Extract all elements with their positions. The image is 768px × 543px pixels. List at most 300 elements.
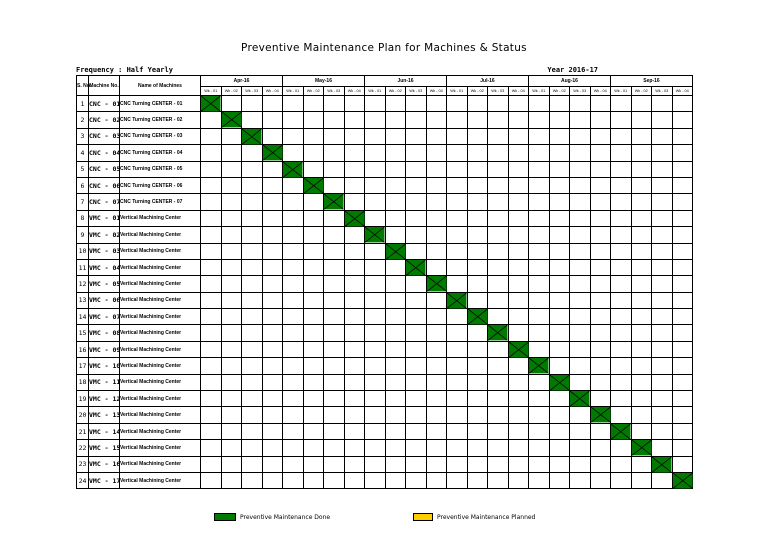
week-cell xyxy=(242,243,263,259)
week-cell xyxy=(508,276,529,292)
week-cell xyxy=(529,292,550,308)
week-cell xyxy=(508,325,529,341)
week-cell xyxy=(221,259,242,275)
week-cell xyxy=(283,472,304,488)
week-cell xyxy=(242,440,263,456)
week-cell xyxy=(549,96,570,112)
row-machine-no: VMC - 02 xyxy=(89,227,120,243)
week-cell xyxy=(467,276,488,292)
week-cell xyxy=(631,276,652,292)
maintenance-done-cell xyxy=(344,210,365,226)
week-cell xyxy=(221,423,242,439)
row-sno: 11 xyxy=(77,259,89,275)
legend-planned-label: Preventive Maintenance Planned xyxy=(437,513,536,521)
week-cell xyxy=(672,309,693,325)
week-cell xyxy=(611,128,632,144)
week-cell xyxy=(549,341,570,357)
week-cell xyxy=(385,145,406,161)
maintenance-done-cell xyxy=(488,325,509,341)
week-cell xyxy=(262,374,283,390)
week-cell xyxy=(447,423,468,439)
row-machine-name: CNC Turning CENTER - 05 xyxy=(120,161,201,177)
week-cell xyxy=(467,472,488,488)
week-cell xyxy=(549,145,570,161)
week-cell xyxy=(672,276,693,292)
done-mark-icon xyxy=(447,293,467,308)
week-cell xyxy=(365,407,386,423)
week-cell xyxy=(324,472,345,488)
week-cell xyxy=(488,161,509,177)
week-cell xyxy=(426,341,447,357)
week-cell xyxy=(201,177,222,193)
week-cell xyxy=(467,194,488,210)
week-cell xyxy=(242,292,263,308)
week-cell xyxy=(303,407,324,423)
week-cell xyxy=(262,276,283,292)
week-cell xyxy=(447,112,468,128)
week-cell xyxy=(406,276,427,292)
week-cell xyxy=(447,243,468,259)
done-swatch xyxy=(214,513,236,521)
week-cell xyxy=(529,325,550,341)
week-cell xyxy=(365,341,386,357)
week-cell xyxy=(303,259,324,275)
week-cell xyxy=(283,292,304,308)
week-cell xyxy=(426,210,447,226)
week-cell xyxy=(652,276,673,292)
week-cell xyxy=(303,341,324,357)
week-cell xyxy=(406,309,427,325)
maintenance-done-cell xyxy=(324,194,345,210)
week-cell xyxy=(283,112,304,128)
row-machine-name: Vertical Machining Center xyxy=(120,309,201,325)
week-cell xyxy=(652,210,673,226)
week-cell xyxy=(385,210,406,226)
done-mark-icon xyxy=(468,309,488,324)
week-cell xyxy=(488,210,509,226)
week-cell xyxy=(221,391,242,407)
week-cell xyxy=(344,112,365,128)
week-cell xyxy=(406,96,427,112)
week-cell xyxy=(242,407,263,423)
maintenance-done-cell xyxy=(570,391,591,407)
week-cell xyxy=(611,259,632,275)
week-cell xyxy=(426,292,447,308)
week-header: Wk - 02 xyxy=(385,87,406,96)
week-cell xyxy=(467,391,488,407)
table-row xyxy=(77,145,693,161)
week-cell xyxy=(201,374,222,390)
row-machine-name: Vertical Machining Center xyxy=(120,210,201,226)
week-cell xyxy=(631,374,652,390)
week-cell xyxy=(631,210,652,226)
week-cell xyxy=(344,161,365,177)
week-header: Wk - 02 xyxy=(631,87,652,96)
week-cell xyxy=(406,292,427,308)
week-cell xyxy=(590,145,611,161)
week-header: Wk - 04 xyxy=(344,87,365,96)
week-cell xyxy=(221,128,242,144)
week-cell xyxy=(508,391,529,407)
week-cell xyxy=(426,325,447,341)
week-cell xyxy=(590,243,611,259)
week-cell xyxy=(324,309,345,325)
table-row xyxy=(77,128,693,144)
week-cell xyxy=(488,194,509,210)
week-cell xyxy=(262,391,283,407)
week-cell xyxy=(672,243,693,259)
week-cell xyxy=(426,112,447,128)
week-cell xyxy=(385,391,406,407)
frequency-label: Frequency : Half Yearly xyxy=(76,66,173,74)
week-header: Wk - 04 xyxy=(262,87,283,96)
row-sno: 4 xyxy=(77,145,89,161)
week-cell xyxy=(201,112,222,128)
week-cell xyxy=(221,292,242,308)
row-sno: 10 xyxy=(77,243,89,259)
week-cell xyxy=(529,210,550,226)
week-cell xyxy=(303,276,324,292)
week-cell xyxy=(447,358,468,374)
week-cell xyxy=(221,472,242,488)
maintenance-done-cell xyxy=(652,456,673,472)
week-cell xyxy=(426,96,447,112)
week-cell xyxy=(611,407,632,423)
week-cell xyxy=(406,472,427,488)
week-cell xyxy=(611,145,632,161)
row-sno: 21 xyxy=(77,423,89,439)
week-cell xyxy=(426,472,447,488)
week-cell xyxy=(652,96,673,112)
week-cell xyxy=(447,96,468,112)
week-cell xyxy=(221,227,242,243)
week-cell xyxy=(488,423,509,439)
week-cell xyxy=(406,341,427,357)
week-cell xyxy=(365,472,386,488)
week-cell xyxy=(406,391,427,407)
week-cell xyxy=(447,341,468,357)
week-cell xyxy=(385,472,406,488)
week-cell xyxy=(365,440,386,456)
week-cell xyxy=(262,161,283,177)
row-machine-name: Vertical Machining Center xyxy=(120,292,201,308)
week-cell xyxy=(324,243,345,259)
table-row xyxy=(77,112,693,128)
week-cell xyxy=(406,194,427,210)
week-cell xyxy=(344,358,365,374)
row-machine-no: CNC - 06 xyxy=(89,177,120,193)
week-cell xyxy=(201,243,222,259)
week-cell xyxy=(365,292,386,308)
week-cell xyxy=(570,309,591,325)
week-cell xyxy=(303,472,324,488)
week-cell xyxy=(201,341,222,357)
week-cell xyxy=(529,177,550,193)
week-cell xyxy=(508,440,529,456)
week-cell xyxy=(426,227,447,243)
row-sno: 24 xyxy=(77,472,89,488)
week-cell xyxy=(488,227,509,243)
week-cell xyxy=(344,259,365,275)
week-cell xyxy=(467,407,488,423)
row-machine-no: VMC - 09 xyxy=(89,341,120,357)
week-cell xyxy=(262,472,283,488)
table-row xyxy=(77,358,693,374)
week-cell xyxy=(221,161,242,177)
table-row xyxy=(77,161,693,177)
week-cell xyxy=(467,128,488,144)
week-cell xyxy=(324,456,345,472)
month-header: Apr-16 xyxy=(201,76,283,87)
week-cell xyxy=(652,423,673,439)
week-cell xyxy=(652,145,673,161)
row-machine-no: CNC - 03 xyxy=(89,128,120,144)
week-cell xyxy=(303,391,324,407)
week-cell xyxy=(611,194,632,210)
week-cell xyxy=(344,194,365,210)
week-cell xyxy=(529,309,550,325)
week-cell xyxy=(344,145,365,161)
week-cell xyxy=(652,325,673,341)
week-cell xyxy=(570,259,591,275)
week-cell xyxy=(283,374,304,390)
row-sno: 1 xyxy=(77,96,89,112)
table-row xyxy=(77,194,693,210)
row-machine-no: VMC - 03 xyxy=(89,243,120,259)
week-header: Wk - 03 xyxy=(652,87,673,96)
week-cell xyxy=(242,194,263,210)
week-cell xyxy=(570,456,591,472)
week-cell xyxy=(201,128,222,144)
week-cell xyxy=(447,374,468,390)
row-machine-no: CNC - 02 xyxy=(89,112,120,128)
week-cell xyxy=(549,456,570,472)
week-cell xyxy=(467,96,488,112)
row-machine-name: Vertical Machining Center xyxy=(120,227,201,243)
legend-done xyxy=(214,513,330,521)
week-cell xyxy=(447,276,468,292)
week-cell xyxy=(549,440,570,456)
week-cell xyxy=(303,128,324,144)
table-row xyxy=(77,276,693,292)
week-cell xyxy=(652,194,673,210)
week-cell xyxy=(283,358,304,374)
table-row xyxy=(77,210,693,226)
week-cell xyxy=(406,227,427,243)
maintenance-done-cell xyxy=(508,341,529,357)
week-cell xyxy=(447,177,468,193)
week-cell xyxy=(529,391,550,407)
week-cell xyxy=(385,161,406,177)
week-cell xyxy=(652,391,673,407)
week-cell xyxy=(631,227,652,243)
header-machine-no: Machine No. xyxy=(89,76,120,96)
week-cell xyxy=(652,112,673,128)
week-cell xyxy=(324,128,345,144)
week-cell xyxy=(303,325,324,341)
done-mark-icon xyxy=(632,440,652,455)
week-cell xyxy=(570,128,591,144)
week-cell xyxy=(488,276,509,292)
maintenance-done-cell xyxy=(611,423,632,439)
week-cell xyxy=(549,177,570,193)
week-cell xyxy=(344,128,365,144)
week-cell xyxy=(611,341,632,357)
week-cell xyxy=(262,210,283,226)
week-cell xyxy=(385,112,406,128)
row-machine-name: Vertical Machining Center xyxy=(120,259,201,275)
week-cell xyxy=(652,292,673,308)
table-row xyxy=(77,259,693,275)
week-cell xyxy=(365,243,386,259)
week-cell xyxy=(344,456,365,472)
week-cell xyxy=(529,128,550,144)
week-cell xyxy=(549,309,570,325)
done-mark-icon xyxy=(611,424,631,439)
table-row xyxy=(77,243,693,259)
week-cell xyxy=(426,423,447,439)
legend-done-label: Preventive Maintenance Done xyxy=(240,513,331,521)
month-header: May-16 xyxy=(283,76,365,87)
week-cell xyxy=(447,128,468,144)
row-machine-no: CNC - 04 xyxy=(89,145,120,161)
week-cell xyxy=(406,210,427,226)
week-cell xyxy=(385,177,406,193)
row-machine-no: VMC - 13 xyxy=(89,407,120,423)
done-mark-icon xyxy=(242,129,262,144)
week-cell xyxy=(467,161,488,177)
week-cell xyxy=(365,374,386,390)
row-sno: 8 xyxy=(77,210,89,226)
week-cell xyxy=(488,309,509,325)
done-mark-icon xyxy=(550,375,570,390)
week-cell xyxy=(303,145,324,161)
week-cell xyxy=(590,341,611,357)
week-header: Wk - 01 xyxy=(447,87,468,96)
row-machine-name: CNC Turning CENTER - 03 xyxy=(120,128,201,144)
week-cell xyxy=(283,243,304,259)
week-cell xyxy=(508,227,529,243)
week-cell xyxy=(590,358,611,374)
week-cell xyxy=(652,472,673,488)
week-cell xyxy=(385,292,406,308)
week-cell xyxy=(467,227,488,243)
week-cell xyxy=(324,96,345,112)
week-cell xyxy=(488,341,509,357)
week-cell xyxy=(447,161,468,177)
week-cell xyxy=(324,259,345,275)
week-cell xyxy=(611,325,632,341)
week-header: Wk - 01 xyxy=(365,87,386,96)
week-cell xyxy=(631,128,652,144)
week-cell xyxy=(385,341,406,357)
week-cell xyxy=(549,194,570,210)
done-mark-icon xyxy=(570,391,590,406)
week-cell xyxy=(631,309,652,325)
row-sno: 5 xyxy=(77,161,89,177)
week-cell xyxy=(221,210,242,226)
week-cell xyxy=(488,391,509,407)
legend-planned xyxy=(413,513,535,521)
week-header: Wk - 03 xyxy=(242,87,263,96)
week-cell xyxy=(385,358,406,374)
week-cell xyxy=(447,391,468,407)
week-cell xyxy=(488,374,509,390)
week-cell xyxy=(570,276,591,292)
week-cell xyxy=(201,145,222,161)
week-cell xyxy=(611,472,632,488)
week-cell xyxy=(426,456,447,472)
week-cell xyxy=(590,96,611,112)
week-cell xyxy=(590,259,611,275)
week-cell xyxy=(365,210,386,226)
maintenance-done-cell xyxy=(365,227,386,243)
week-cell xyxy=(324,440,345,456)
week-cell xyxy=(652,374,673,390)
week-cell xyxy=(549,292,570,308)
week-cell xyxy=(529,407,550,423)
week-cell xyxy=(508,407,529,423)
week-cell xyxy=(303,456,324,472)
week-cell xyxy=(201,440,222,456)
week-cell xyxy=(324,325,345,341)
week-cell xyxy=(242,259,263,275)
week-cell xyxy=(631,112,652,128)
week-cell xyxy=(447,227,468,243)
week-cell xyxy=(508,243,529,259)
week-cell xyxy=(262,96,283,112)
week-cell xyxy=(570,341,591,357)
week-cell xyxy=(508,128,529,144)
week-cell xyxy=(467,440,488,456)
week-cell xyxy=(611,374,632,390)
week-cell xyxy=(672,145,693,161)
done-mark-icon xyxy=(283,162,303,177)
week-cell xyxy=(385,128,406,144)
week-cell xyxy=(262,259,283,275)
week-cell xyxy=(631,259,652,275)
week-cell xyxy=(508,210,529,226)
maintenance-done-cell xyxy=(242,128,263,144)
week-cell xyxy=(385,276,406,292)
week-cell xyxy=(262,128,283,144)
week-cell xyxy=(631,456,652,472)
week-cell xyxy=(385,456,406,472)
week-cell xyxy=(549,358,570,374)
week-cell xyxy=(365,358,386,374)
done-mark-icon xyxy=(386,244,406,259)
done-mark-icon xyxy=(427,276,447,291)
done-mark-icon xyxy=(509,342,529,357)
row-sno: 23 xyxy=(77,456,89,472)
maintenance-done-cell xyxy=(426,276,447,292)
week-cell xyxy=(262,112,283,128)
week-cell xyxy=(508,309,529,325)
row-sno: 9 xyxy=(77,227,89,243)
week-cell xyxy=(242,112,263,128)
week-cell xyxy=(262,309,283,325)
week-cell xyxy=(631,194,652,210)
week-cell xyxy=(221,177,242,193)
week-cell xyxy=(303,112,324,128)
table-row xyxy=(77,325,693,341)
week-cell xyxy=(611,456,632,472)
week-cell xyxy=(529,341,550,357)
week-cell xyxy=(529,259,550,275)
week-cell xyxy=(344,227,365,243)
week-cell xyxy=(447,325,468,341)
week-cell xyxy=(549,407,570,423)
